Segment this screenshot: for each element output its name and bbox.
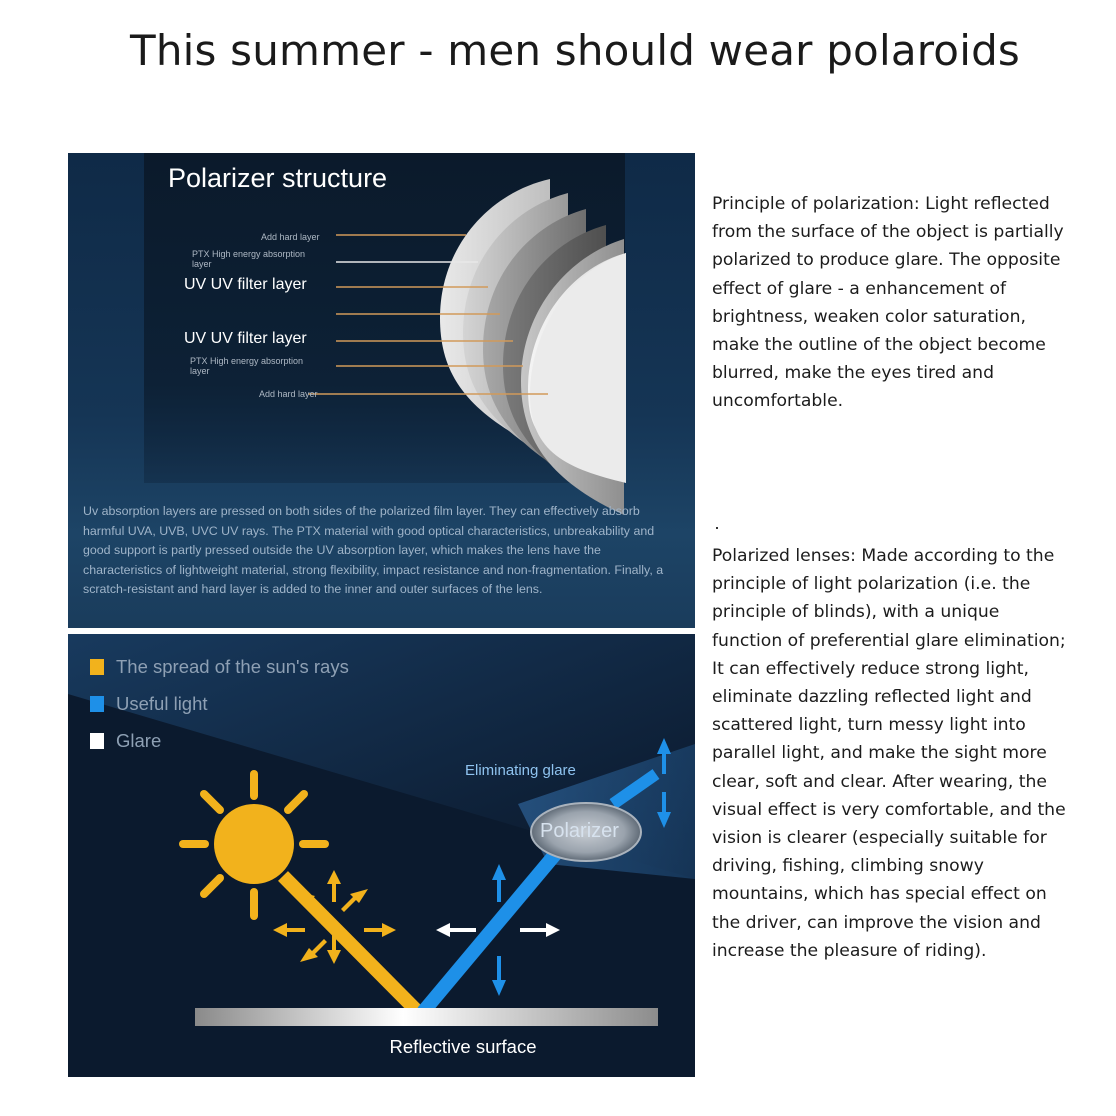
legend-item-useful-light <box>90 685 349 722</box>
glare-diagram-panel <box>68 634 695 1077</box>
legend <box>90 648 349 759</box>
legend-swatch-yellow <box>90 659 104 675</box>
separator-dot <box>716 527 718 529</box>
legend-label: The spread of the sun's rays <box>116 655 349 677</box>
polarizer-label: Polarizer <box>540 820 619 842</box>
polarizer-structure-panel <box>68 153 695 628</box>
layer-label-add-hard-top: Add hard layer <box>261 232 320 242</box>
principle-paragraph: Principle of polarization: Light reflected from the surface of the object is partially polarized to produce glare. The opposite effect of glare - a enhancement of brightness, weaken color saturation, make the outline of the object become blurred, make the eyes tired and uncomfortable. <box>712 194 1064 412</box>
legend-swatch-white <box>90 733 104 749</box>
legend-label: Glare <box>116 729 162 751</box>
layer-label-uv-top: UV UV filter layer <box>184 276 307 293</box>
legend-label: Useful light <box>116 692 208 714</box>
reflective-surface-label: Reflective surface <box>389 1036 537 1057</box>
page-title: This summer - men should wear polaroids <box>129 26 1021 75</box>
layer-label-ptx-top: PTX High energy absorption layer <box>192 249 306 269</box>
eliminating-glare-label: Eliminating glare <box>465 762 576 779</box>
legend-item-glare <box>90 722 349 759</box>
lenses-text-block <box>712 542 1072 965</box>
lenses-paragraph: Polarized lenses: Made according to the principle of light polarization (i.e. the principle of blinds), with a unique function of preferential glare elimination; It can effectively reduce strong light, eliminate dazzling reflected light and scattered light, turn messy light into parallel light, and make the sight more clear, soft and clear. After wearing, the visual effect is very comfortable, and the vision is clearer (especially suitable for driving, fishing, climbing snowy mountains, which has special effect on the driver, can improve the vision and increase the pleasure of riding). <box>712 546 1066 961</box>
layer-label-uv-bottom: UV UV filter layer <box>184 330 307 347</box>
reflective-surface <box>195 1008 658 1026</box>
structure-heading: Polarizer structure <box>168 163 388 193</box>
layer-label-ptx-bottom: PTX High energy absorption layer <box>190 356 304 376</box>
legend-swatch-blue <box>90 696 104 712</box>
principle-text-block <box>712 190 1072 416</box>
legend-item-sun-rays <box>90 648 349 685</box>
structure-description: Uv absorption layers are pressed on both sides of the polarized film layer. They can effectively absorb harmful UVA, UVB, UVC UV rays. The PTX material with good optical characteristics, unbreakability and good support is partly pressed outside the UV absorption layer, which makes the lens have the characteristics of lightweight material, strong flexibility, impact resistance and non-fragmentation. Finally, a scratch-resistant and hard layer is added to the inner and outer surfaces of the lens. <box>83 504 664 596</box>
layer-label-add-hard-bottom: Add hard layer <box>259 389 318 399</box>
